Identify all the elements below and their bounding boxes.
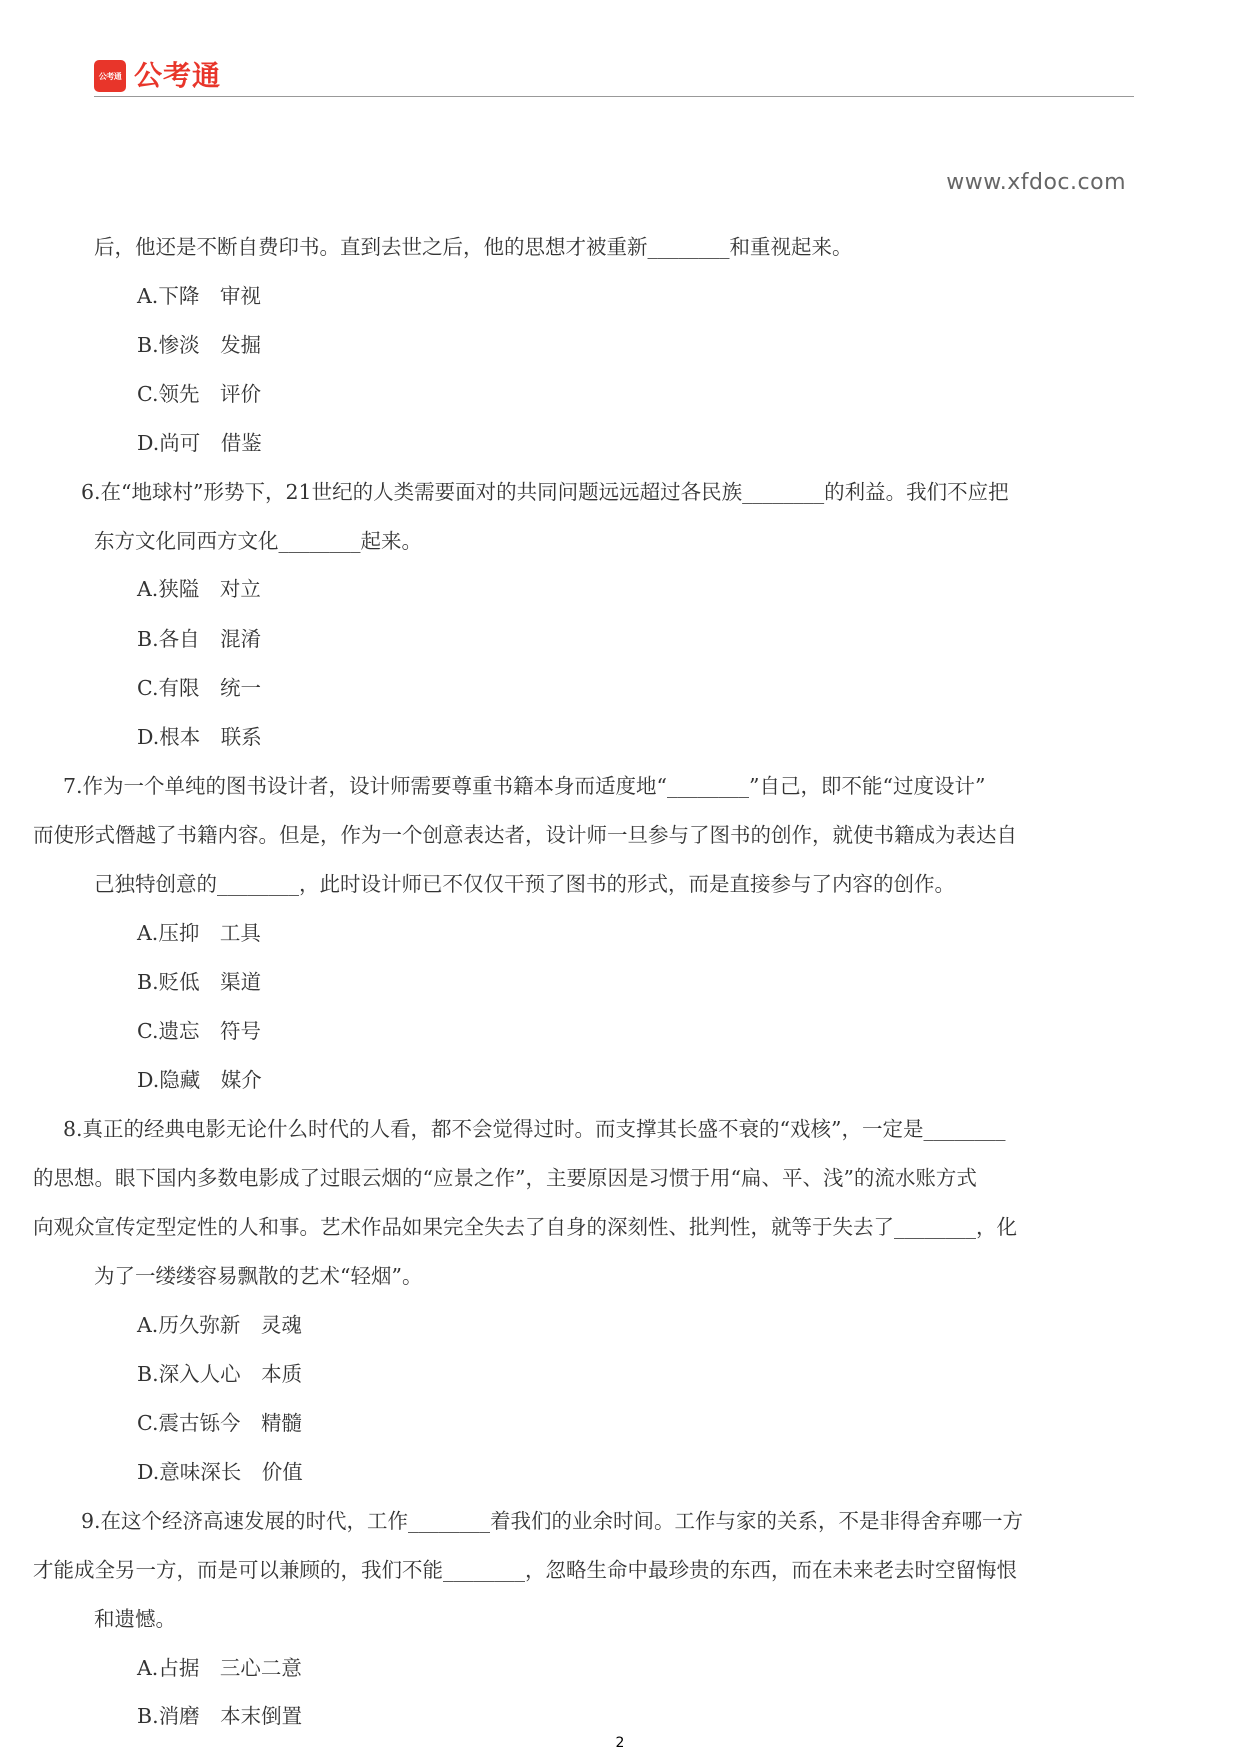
option-line: B.贬低 渠道 (137, 970, 262, 994)
option-line: C.领先 评价 (137, 382, 261, 406)
page-number: 2 (615, 1735, 625, 1751)
text-line: 而使形式僭越了书籍内容。但是，作为一个创意表达者，设计师一旦参与了图书的创作，就使书籍成为表达自 (33, 823, 1017, 847)
option-line: D.意味深长 价值 (137, 1460, 303, 1484)
option-line: B.深入人心 本质 (137, 1362, 303, 1386)
option-line: D.隐藏 媒介 (137, 1068, 262, 1092)
option-line: C.有限 统一 (137, 676, 261, 700)
option-line: A.下降 审视 (137, 284, 261, 308)
option-line: D.根本 联系 (137, 725, 262, 749)
logo-icon: 公考通 (94, 60, 126, 92)
option-line: A.狭隘 对立 (137, 577, 261, 601)
option-line: A.历久弥新 灵魂 (137, 1313, 302, 1337)
question-line: 9.在这个经济高速发展的时代，工作________着我们的业余时间。工作与家的关系，不是非得舍弃哪一方 (81, 1509, 1024, 1533)
text-line: 后，他还是不断自费印书。直到去世之后，他的思想才被重新________和重视起来。 (94, 235, 853, 259)
question-line: 8.真正的经典电影无论什么时代的人看，都不会觉得过时。而支撑其长盛不衰的“戏核”，一定是________ (63, 1117, 1006, 1141)
text-line: 为了一缕缕容易飘散的艺术“轻烟”。 (94, 1264, 423, 1288)
text-line: 己独特创意的________，此时设计师已不仅仅干预了图书的形式，而是直接参与了内容的创作。 (94, 872, 955, 896)
text-line: 才能成全另一方，而是可以兼顾的，我们不能________，忽略生命中最珍贵的东西，而在未来老去时空留悔恨 (33, 1558, 1017, 1582)
option-line: B.消磨 本末倒置 (137, 1704, 303, 1728)
option-line: B.惨淡 发掘 (137, 333, 262, 357)
text-line: 向观众宣传定型定性的人和事。艺术作品如果完全失去了自身的深刻性、批判性，就等于失去了________，化 (33, 1215, 1017, 1239)
text-line: 东方文化同西方文化________起来。 (94, 529, 422, 553)
question-line: 7.作为一个单纯的图书设计者，设计师需要尊重书籍本身而适度地“________”自己，即不能“过度设计” (63, 774, 986, 798)
text-line: 的思想。眼下国内多数电影成了过眼云烟的“应景之作”，主要原因是习惯于用“扁、平、浅”的流水账方式 (33, 1166, 977, 1190)
logo-text: 公考通 (134, 59, 222, 92)
watermark-url: www.xfdoc.com (946, 170, 1126, 195)
option-line: D.尚可 借鉴 (137, 431, 262, 455)
option-line: C.震古铄今 精髓 (137, 1411, 302, 1435)
option-line: B.各自 混淆 (137, 627, 262, 651)
question-line: 6.在“地球村”形势下，21世纪的人类需要面对的共同问题远远超过各民族________的利益。我们不应把 (81, 480, 1009, 504)
option-line: A.压抑 工具 (137, 921, 261, 945)
option-line: A.占据 三心二意 (137, 1656, 302, 1680)
header (94, 56, 1134, 96)
header-divider (94, 96, 1134, 97)
option-line: C.遗忘 符号 (137, 1019, 261, 1043)
text-line: 和遗憾。 (94, 1607, 176, 1631)
